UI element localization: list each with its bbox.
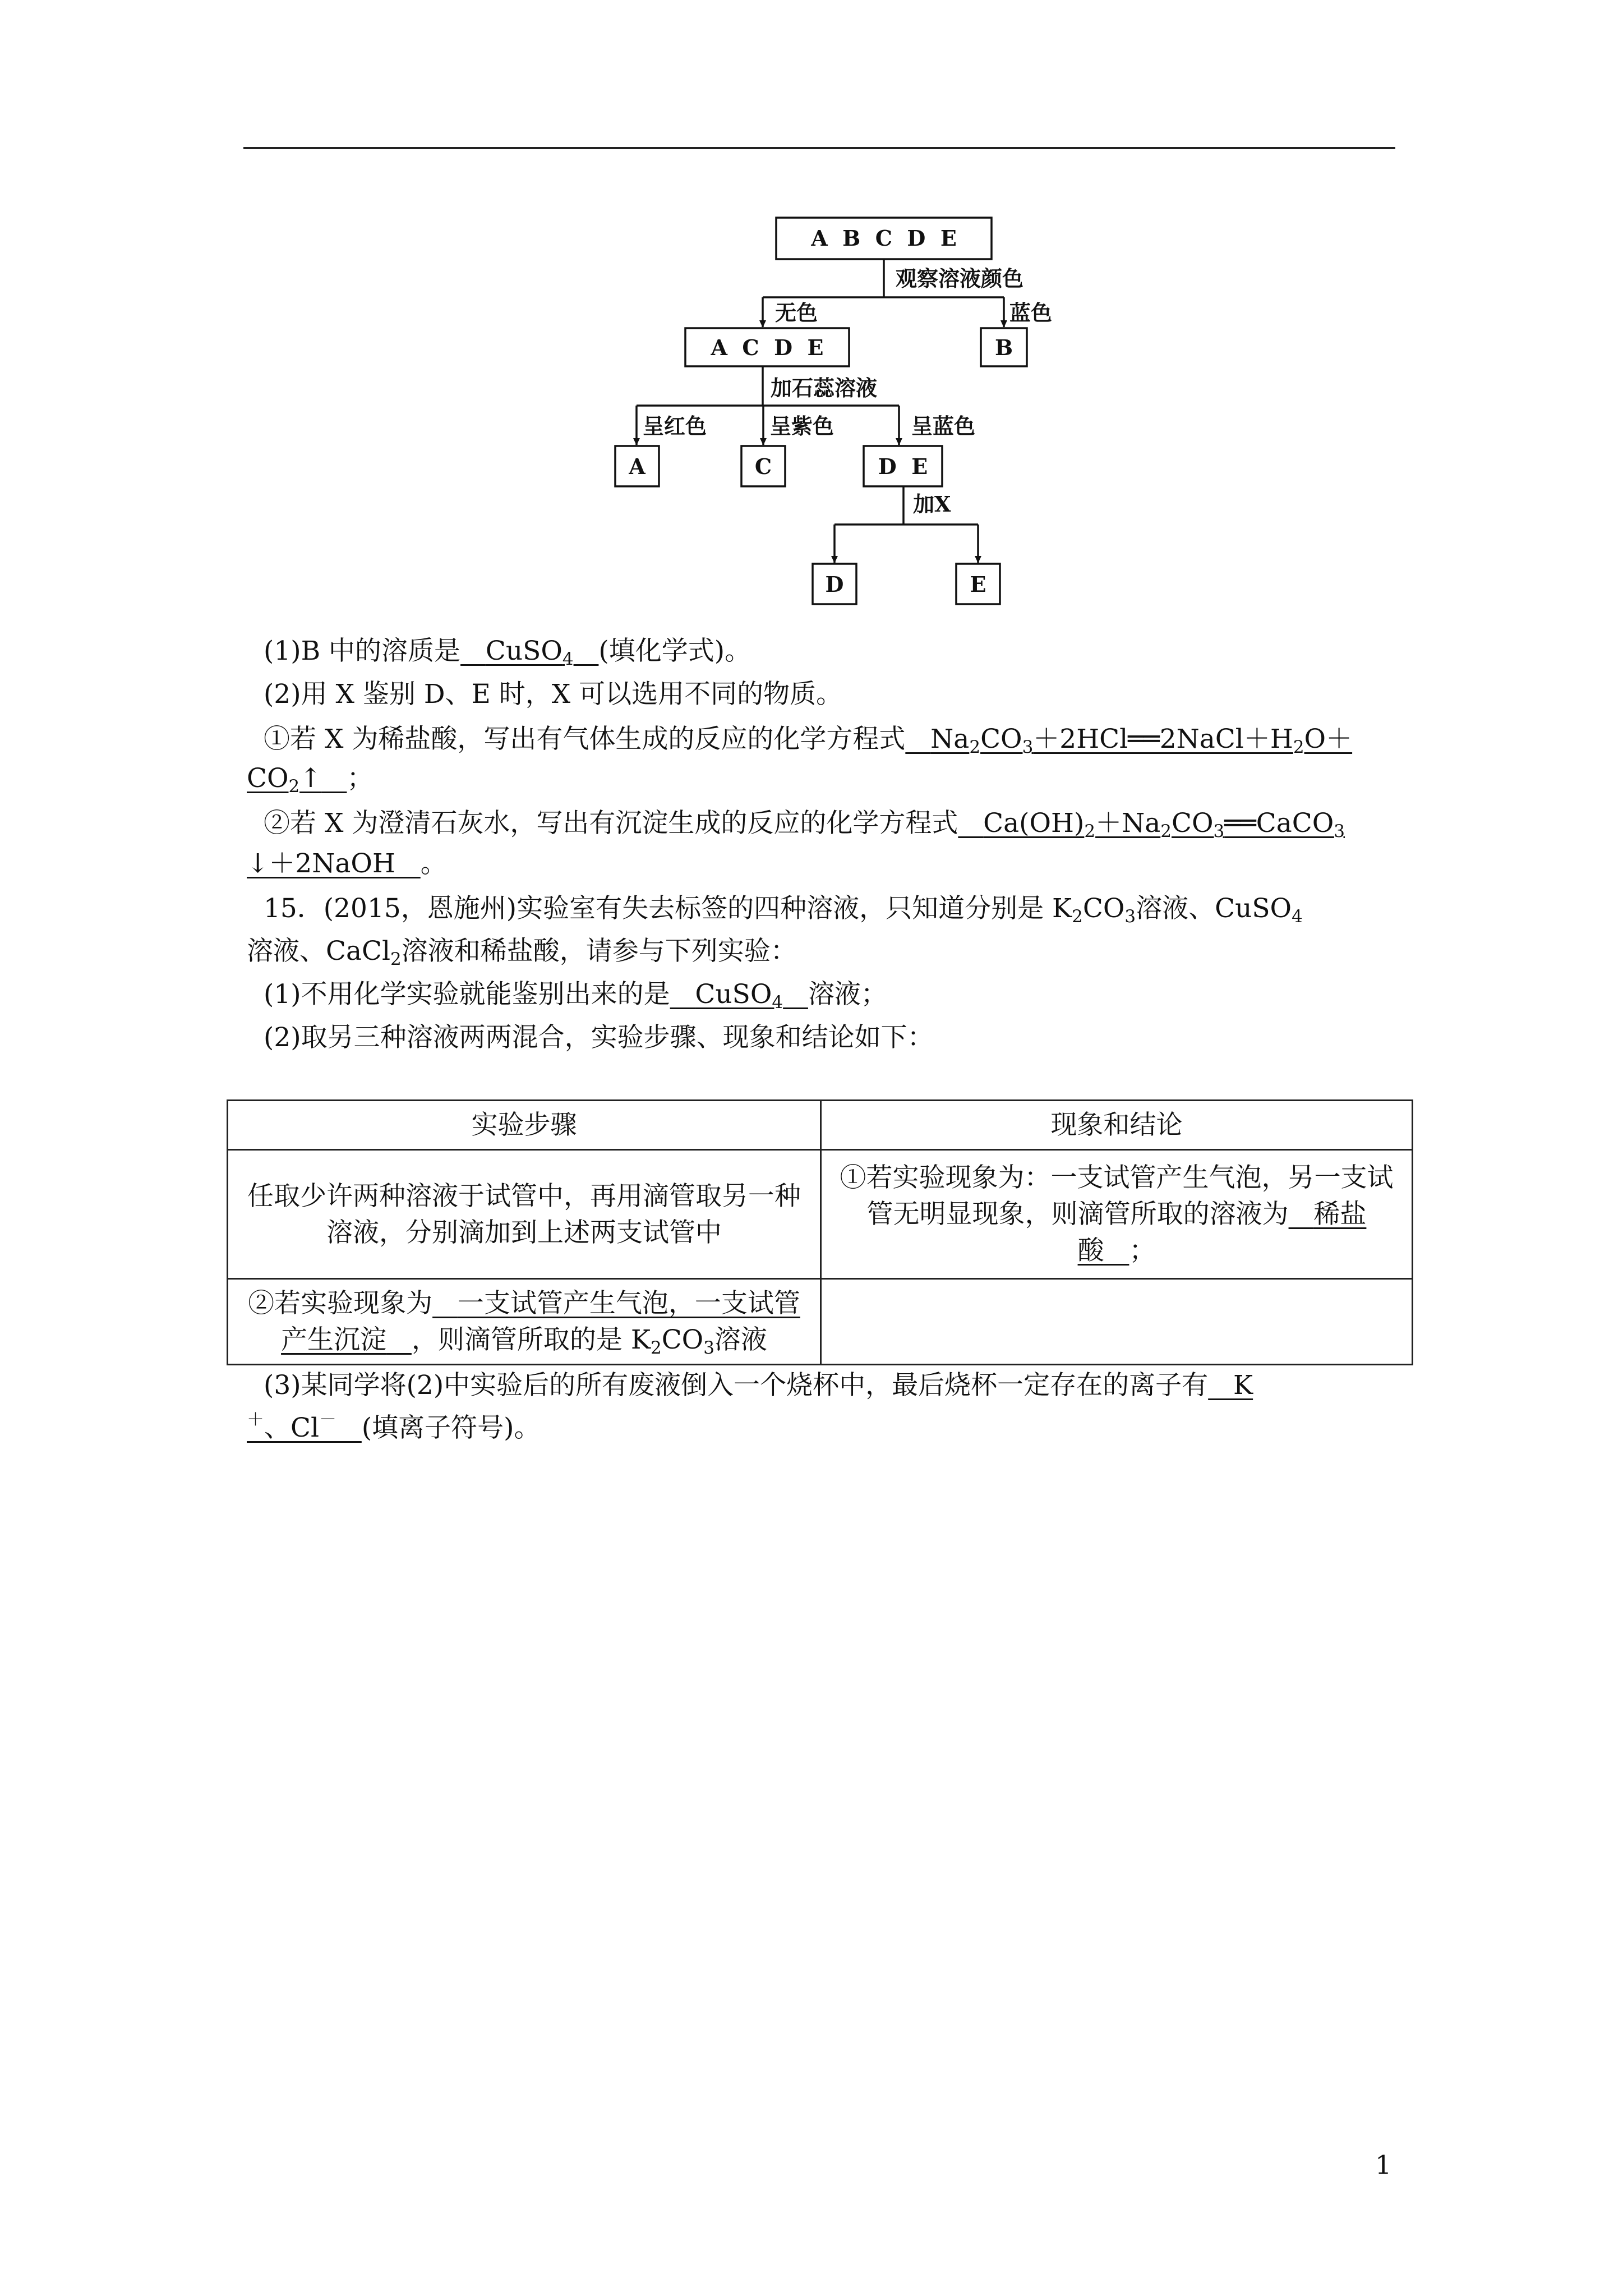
page-number: 1 (1375, 2150, 1392, 2180)
table-cell-step1: 任取少许两种溶液于试管中，再用滴管取另一种溶液，分别滴加到上述两支试管中 (228, 1150, 821, 1279)
q14-part2-ii-cont: ↓＋2NaOH 。 (247, 848, 447, 879)
experiment-table (227, 1099, 1413, 1365)
edge-x-label: 加X (913, 491, 951, 517)
node-a-label: A (629, 454, 645, 479)
q15-answer-3-cont: ＋、Cl－ (247, 1410, 336, 1443)
edge-litmus-label: 加石蕊溶液 (771, 375, 878, 401)
node-acde-label: A C D E (711, 335, 824, 360)
q15-answer-table-2: 一支试管产生气泡，一支试管产生沉淀 (281, 1288, 800, 1355)
edge-purple-label: 呈紫色 (770, 413, 834, 439)
q14-answer-2a-cont: $CO_2↑$ (247, 763, 322, 797)
q14-answer-1: CuSO$_4$ (485, 636, 574, 669)
node-e-label: E (970, 572, 986, 597)
node-root-label: A B C D E (811, 226, 957, 251)
q15-part3-cont: ＋、Cl－ (填离子符号)。 (247, 1410, 541, 1443)
q15-part1: (1)不用化学实验就能鉴别出来的是 CuSO$_4$ 溶液； (264, 979, 887, 1013)
node-d-label: D (825, 572, 844, 597)
edge-colorless-label: 无色 (775, 300, 818, 325)
q14-part2-i: ①若 X 为稀盐酸，写出有气体生成的反应的化学方程式 $Na_2CO_3+2HCl══2NaCl+H_2O+$ (264, 724, 1353, 757)
q15-part3: (3)某同学将(2)中实验后的所有废液倒入一个烧杯中，最后烧杯一定存在的离子有 K (264, 1370, 1253, 1401)
table-row (228, 1279, 1413, 1365)
q15-intro: 15．(2015，恩施州)实验室有失去标签的四种溶液，只知道分别是 $K_2CO_3$溶液、CuSO$_4$ (264, 893, 1303, 927)
q14-answer-2a: $Na_2CO_3+2HCl══2NaCl+H_2O+$ (930, 724, 1353, 757)
edge-blue-label: 蓝色 (1009, 300, 1053, 325)
q14-part2-ii: ②若 X 为澄清石灰水，写出有沉淀生成的反应的化学方程式 $Ca(OH)_2+Na_2CO_3══CaCO_3$ (264, 808, 1345, 841)
q14-answer-2b-cont: ↓＋2NaOH (247, 848, 395, 879)
table-row (228, 1150, 1413, 1279)
edge-red-label: 呈红色 (643, 413, 707, 439)
table-header-row (228, 1101, 1413, 1150)
node-c-label: C (754, 454, 772, 479)
q15-intro-cont: 溶液、CaCl$_2$溶液和稀盐酸，请参与下列实验： (247, 936, 797, 969)
q14-part2-i-cont: $CO_2↑$ ； (247, 763, 374, 797)
table-cell-step2: ②若实验现象为 一支试管产生气泡，一支试管产生沉淀 ，则滴管所取的是 $K_2CO_3$溶液 (228, 1279, 821, 1365)
q14-answer-2b: $Ca(OH)_2+Na_2CO_3══CaCO_3$ (983, 808, 1345, 841)
table-cell-result1: ①若实验现象为：一支试管产生气泡，另一支试管无明显现象，则滴管所取的溶液为 稀盐酸 ； (821, 1150, 1413, 1279)
node-b-label: B (994, 335, 1013, 360)
q15-answer-table-1: 稀盐酸 (1077, 1199, 1367, 1266)
node-de-label: D E (878, 454, 928, 479)
edge-observe-label: 观察溶液颜色 (896, 266, 1024, 291)
table-header-results: 现象和结论 (821, 1101, 1413, 1150)
q15-answer-1: CuSO$_4$ (695, 979, 783, 1013)
q15-answer-3: K (1233, 1370, 1253, 1401)
identification-flowchart (0, 0, 1623, 617)
q14-part2: (2)用 X 鉴别 D、E 时，X 可以选用不同的物质。 (264, 679, 843, 710)
table-header-steps: 实验步骤 (228, 1101, 821, 1150)
table-cell-empty (821, 1279, 1413, 1365)
q15-part2: (2)取另三种溶液两两混合，实验步骤、现象和结论如下： (264, 1022, 934, 1053)
q14-part1: (1)B 中的溶质是 CuSO$_4$ (填化学式)。 (264, 636, 751, 669)
edge-bluish-label: 呈蓝色 (911, 413, 976, 439)
